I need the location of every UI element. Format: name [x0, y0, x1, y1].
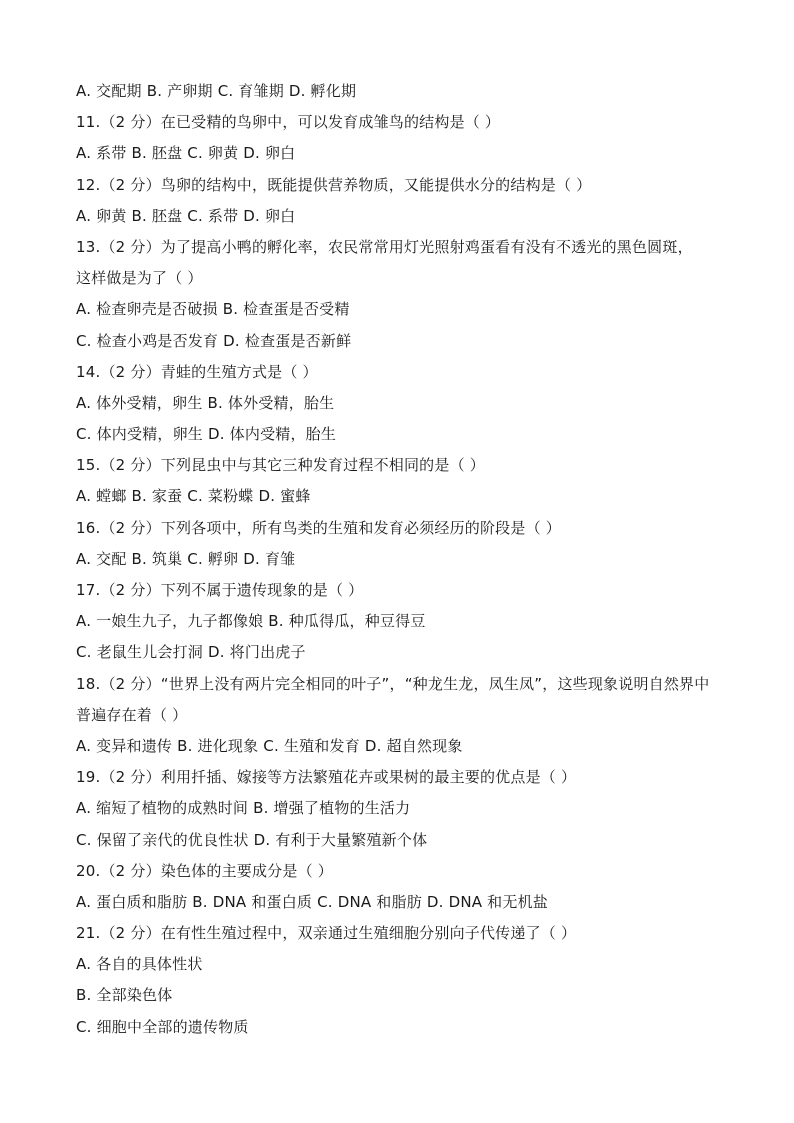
text-line: 13.（2 分）为了提高小鸭的孵化率，农民常常用灯光照射鸡蛋看有没有不透光的黑色圆斑，	[76, 237, 693, 256]
text-line: 12.（2 分）鸟卵的结构中，既能提供营养物质，又能提供水分的结构是（ ）	[76, 175, 592, 194]
text-line: 17.（2 分）下列不属于遗传现象的是（ ）	[76, 581, 364, 599]
text-line: 20.（2 分）染色体的主要成分是（ ）	[76, 861, 333, 880]
text-line: C. 保留了亲代的优良性状 D. 有利于大量繁殖新个体	[76, 830, 428, 849]
text-line: 这样做是为了（ ）	[76, 269, 203, 288]
text-line: 21.（2 分）在有性生殖过程中，双亲通过生殖细胞分别向子代传递了（ ）	[76, 924, 577, 943]
question-list	[76, 80, 736, 1047]
text-line: A. 一娘生九子，九子都像娘 B. 种瓜得瓜，种豆得豆	[76, 612, 426, 631]
text-line: 14.（2 分）青蛙的生殖方式是（ ）	[76, 362, 318, 381]
text-line: A. 体外受精，卵生 B. 体外受精，胎生	[76, 393, 335, 412]
text-line: B. 全部染色体	[76, 986, 173, 1005]
text-line: C. 老鼠生儿会打洞 D. 将门出虎子	[76, 643, 306, 662]
text-line: 15.（2 分）下列昆虫中与其它三种发育过程不相同的是（ ）	[76, 456, 485, 475]
text-line: 18.（2 分）“世界上没有两片完全相同的叶子”，“种龙生龙，凤生凤”，这些现象说明自然界中	[76, 674, 710, 693]
text-line: A. 各自的具体性状	[76, 955, 203, 974]
text-line: A. 系带 B. 胚盘 C. 卵黄 D. 卵白	[76, 144, 296, 163]
text-line: A. 螳螂 B. 家蚕 C. 菜粉蝶 D. 蜜蜂	[76, 487, 311, 506]
text-line: C. 检查小鸡是否发育 D. 检查蛋是否新鲜	[76, 331, 352, 350]
text-line: 19.（2 分）利用扦插、嫁接等方法繁殖花卉或果树的最主要的优点是（ ）	[76, 768, 577, 787]
text-line: A. 交配 B. 筑巢 C. 孵卵 D. 育雏	[76, 549, 296, 568]
text-line: A. 变异和遗传 B. 进化现象 C. 生殖和发育 D. 超自然现象	[76, 736, 463, 755]
text-line: A. 缩短了植物的成熟时间 B. 增强了植物的生活力	[76, 799, 411, 818]
text-line: A. 卵黄 B. 胚盘 C. 系带 D. 卵白	[76, 206, 296, 225]
text-line: C. 细胞中全部的遗传物质	[76, 1017, 249, 1036]
text-line: 11.（2 分）在已受精的鸟卵中，可以发育成雏鸟的结构是（ ）	[76, 113, 501, 132]
text-line: A. 交配期 B. 产卵期 C. 育雏期 D. 孵化期	[76, 82, 357, 100]
text-line: 16.（2 分）下列各项中，所有鸟类的生殖和发育必须经历的阶段是（ ）	[76, 518, 561, 537]
text-line: A. 蛋白质和脂肪 B. DNA 和蛋白质 C. DNA 和脂肪 D. DNA 和无机盐	[76, 892, 548, 911]
text-line: C. 体内受精，卵生 D. 体内受精，胎生	[76, 425, 337, 444]
text-line: 普遍存在着（ ）	[76, 705, 188, 724]
text-line: A. 检查卵壳是否破损 B. 检查蛋是否受精	[76, 300, 350, 319]
